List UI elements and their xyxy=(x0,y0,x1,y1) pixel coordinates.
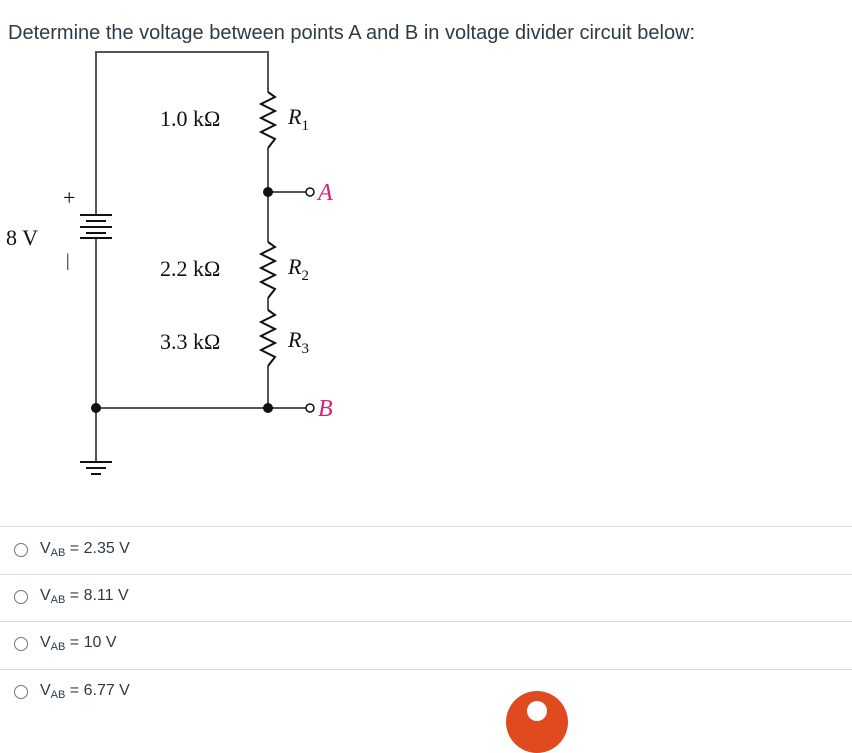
radio-button-1[interactable] xyxy=(14,543,28,557)
node-b-label: B xyxy=(318,396,333,422)
radio-button-3[interactable] xyxy=(14,637,28,651)
terminal-circles xyxy=(306,188,314,412)
answer-label-4: $V_{AB} = 6.77$ V xyxy=(40,682,130,701)
source-voltage-label: 8 V xyxy=(6,225,38,250)
answer-option-4[interactable] xyxy=(0,669,852,716)
answer-label-3: $V_{AB} = 10$ V xyxy=(40,634,117,653)
answer-option-2[interactable] xyxy=(0,574,852,621)
node-a-label: A xyxy=(318,180,333,206)
question-text: Determine the voltage between points A and B in voltage divider circuit below: xyxy=(8,22,696,44)
answer-option-1[interactable] xyxy=(0,526,852,573)
r1-name-label: $R_1$ xyxy=(288,104,309,134)
answer-option-3[interactable] xyxy=(0,621,852,668)
radio-button-4[interactable] xyxy=(14,685,28,699)
junction-dots xyxy=(91,187,273,413)
battery-symbol xyxy=(80,215,112,238)
minus-sign: | xyxy=(66,250,70,270)
chat-icon xyxy=(527,701,547,721)
radio-button-2[interactable] xyxy=(14,590,28,604)
r3-value-label: 3.3 kΩ xyxy=(160,329,221,354)
plus-sign: + xyxy=(63,185,76,210)
r2-name-label: $R_2$ xyxy=(288,254,309,284)
ground-symbol xyxy=(80,462,112,474)
answer-label-1: $V_{AB} = 2.35$ V xyxy=(40,540,130,559)
answer-label-2: $V_{AB} = 8.11$ V xyxy=(40,587,129,606)
chat-bubble-button[interactable] xyxy=(506,691,568,753)
resistor-r2 xyxy=(261,242,275,298)
resistor-r3 xyxy=(261,310,275,366)
resistor-r1 xyxy=(261,92,275,148)
r1-value-label: 1.0 kΩ xyxy=(160,106,221,131)
r3-name-label: $R_3$ xyxy=(288,327,309,357)
r2-value-label: 2.2 kΩ xyxy=(160,256,221,281)
